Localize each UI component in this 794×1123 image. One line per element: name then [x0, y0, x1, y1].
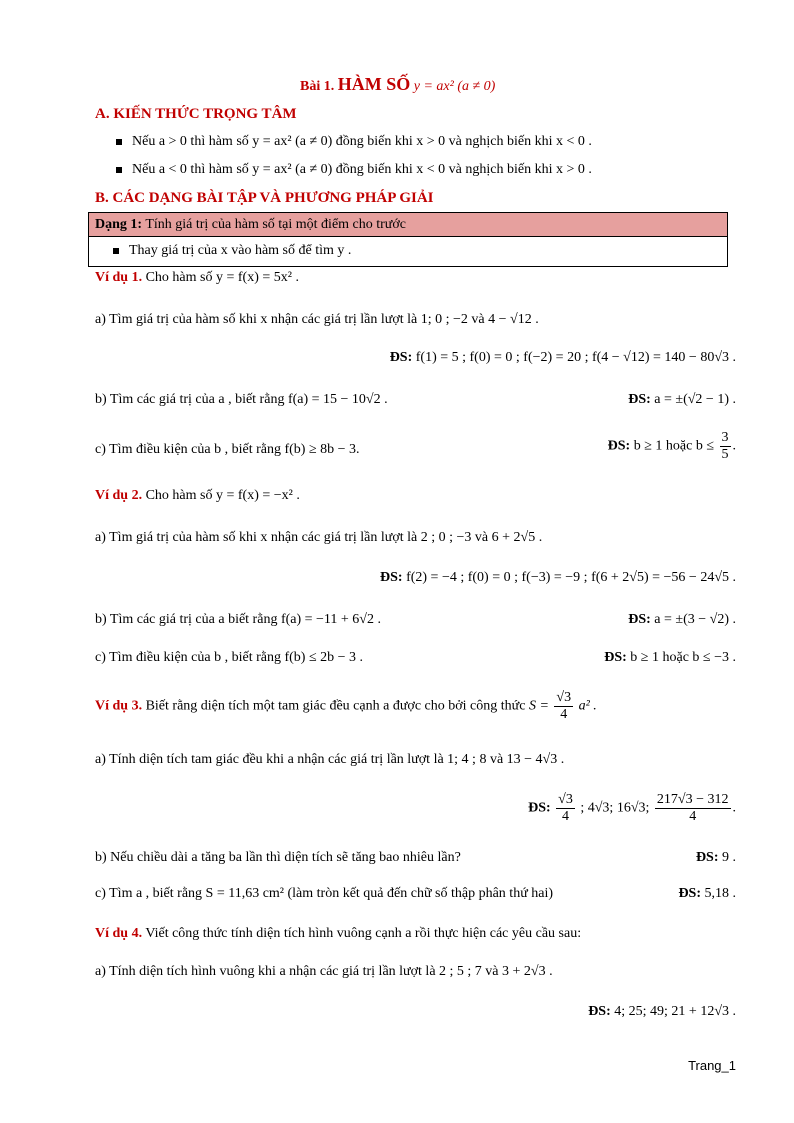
answer-label: ĐS:	[604, 650, 627, 665]
lesson-title	[300, 74, 495, 95]
title-main: HÀM SỐ	[337, 74, 411, 94]
example-1-part-a-answer	[390, 350, 736, 366]
example-1-intro	[95, 270, 299, 286]
formula-suffix: a² .	[578, 698, 597, 714]
title-prefix: Bài 1.	[300, 79, 335, 94]
example-1-part-c-answer: ĐS: b ≥ 1 hoặc b ≤ $\frac{3}{5}$ .	[607, 430, 736, 462]
example-2-part-b: b) Tìm các giá trị của a biết rằng f(a) = −11 + 6√2 .	[95, 612, 381, 627]
fraction-numerator: √3	[556, 690, 572, 705]
example-2-part-a: a) Tìm giá trị của hàm số khi x nhận các giá trị lần lượt là 2 ; 0 ; −3 và 6 + 2√5 .	[95, 530, 543, 545]
example-2-part-a-answer	[380, 570, 736, 586]
answer-text: a = ±(√2 − 1) .	[654, 392, 736, 407]
example-4-part-a-answer	[588, 1004, 736, 1020]
page-number: Trang_1	[688, 1058, 736, 1073]
example-3-label: Ví dụ 3.	[95, 698, 143, 714]
example-1-part-b-answer	[628, 392, 736, 408]
method-box	[88, 212, 728, 267]
example-4-label: Ví dụ 4.	[95, 926, 143, 941]
answer-label: ĐS:	[628, 392, 651, 407]
example-3-part-c: c) Tìm a , biết rằng S = 11,63 cm² (làm tròn kết quả đến chữ số thập phân thứ hai)	[95, 886, 554, 901]
method-box-body	[89, 237, 727, 266]
example-1-text: Cho hàm số y = f(x) = 5x² .	[145, 270, 299, 285]
example-1-part-c: c) Tìm điều kiện của b , biết rằng f(b) ≥ 8b − 3.	[95, 442, 360, 457]
answer-text: f(2) = −4 ; f(0) = 0 ; f(−3) = −9 ; f(6 + 2√5) = −56 − 24√5 .	[406, 570, 736, 585]
method-title: Tính giá trị của hàm số tại một điểm cho trước	[145, 217, 407, 232]
example-3-part-c-answer	[678, 886, 736, 902]
answer-text: f(1) = 5 ; f(0) = 0 ; f(−2) = 20 ; f(4 − √12) = 140 − 80√3 .	[415, 350, 736, 365]
example-2-intro	[95, 488, 300, 504]
method-label: Dạng 1:	[95, 217, 143, 232]
answer-label: ĐS:	[678, 886, 701, 901]
section-b-heading: B. CÁC DẠNG BÀI TẬP VÀ PHƯƠNG PHÁP GIẢI	[95, 190, 434, 206]
section-a-heading: A. KIẾN THỨC TRỌNG TÂM	[95, 106, 297, 122]
answer-text: 4; 25; 49; 21 + 12√3 .	[614, 1004, 736, 1019]
fraction-numerator: 217√3 − 312	[656, 792, 729, 807]
formula-fraction	[554, 690, 573, 723]
example-2-part-c-answer	[604, 650, 736, 666]
section-a-bullet-2	[116, 162, 592, 178]
answer-label: ĐS:	[528, 800, 551, 816]
example-3-intro	[95, 690, 597, 723]
bullet-square-icon	[116, 139, 122, 145]
answer-middle: ; 4√3; 16√3;	[580, 800, 650, 816]
example-3-part-a-answer: ĐS: $\frac{√3}{4}$ ; 4√3; 16√3; $\frac{217√3 - 312}{4}$ .	[528, 792, 736, 824]
bullet-square-icon	[113, 248, 119, 254]
example-2-text: Cho hàm số y = f(x) = −x² .	[145, 488, 300, 503]
answer-fraction	[720, 430, 731, 463]
example-1-label: Ví dụ 1.	[95, 270, 143, 285]
formula-prefix: S =	[528, 698, 549, 714]
answer-text: b ≥ 1 hoặc b ≤ −3 .	[630, 650, 736, 665]
example-3-part-b: b) Nếu chiều dài a tăng ba lần thì diện tích sẽ tăng bao nhiêu lần?	[95, 850, 461, 865]
bullet-square-icon	[116, 167, 122, 173]
answer-label: ĐS:	[628, 612, 651, 627]
example-2-part-c: c) Tìm điều kiện của b , biết rằng f(b) ≤ 2b − 3 .	[95, 650, 364, 665]
method-bullet: Thay giá trị của x vào hàm số để tìm y .	[129, 243, 352, 258]
bullet-text: Nếu a > 0 thì hàm số y = ax² (a ≠ 0) đồng biến khi x > 0 và nghịch biến khi x < 0 .	[132, 134, 592, 149]
example-4-part-a: a) Tính diện tích hình vuông khi a nhận các giá trị lần lượt là 2 ; 5 ; 7 và 3 + 2√3 .	[95, 964, 553, 979]
fraction-denominator: 4	[560, 707, 568, 722]
answer-fraction-1	[556, 792, 575, 825]
answer-text: a = ±(3 − √2) .	[654, 612, 736, 627]
method-box-header	[89, 213, 727, 237]
section-a-bullet-1	[116, 134, 592, 150]
example-3-part-a: a) Tính diện tích tam giác đều khi a nhận các giá trị lần lượt là 1; 4 ; 8 và 13 − 4√3 .	[95, 752, 565, 767]
fraction-denominator: 5	[721, 447, 729, 462]
answer-label: ĐS:	[588, 1004, 611, 1019]
title-formula: y = ax² (a ≠ 0)	[413, 79, 496, 94]
answer-text: 9 .	[722, 850, 736, 865]
example-2-part-b-answer	[628, 612, 736, 628]
example-3-part-b-answer	[696, 850, 736, 866]
answer-fraction-2	[655, 792, 731, 825]
example-4-text: Viết công thức tính diện tích hình vuông cạnh a rồi thực hiện các yêu cầu sau:	[145, 926, 582, 941]
answer-label: ĐS:	[389, 350, 413, 365]
example-4-intro	[95, 926, 581, 942]
answer-label: ĐS:	[695, 850, 719, 865]
answer-label: ĐS:	[380, 570, 403, 585]
answer-text: 5,18 .	[704, 886, 736, 901]
example-1-part-b: b) Tìm các giá trị của a , biết rằng f(a) = 15 − 10√2 .	[95, 392, 388, 407]
answer-label: ĐS:	[607, 438, 631, 454]
answer-text: b ≥ 1 hoặc b ≤	[633, 438, 714, 454]
example-2-label: Ví dụ 2.	[95, 488, 143, 503]
fraction-denominator: 4	[689, 809, 697, 824]
fraction-numerator: 3	[721, 430, 729, 445]
example-1-part-a: a) Tìm giá trị của hàm số khi x nhận các giá trị lần lượt là 1; 0 ; −2 và 4 − √12 .	[95, 312, 539, 327]
fraction-denominator: 4	[562, 809, 570, 824]
fraction-numerator: √3	[558, 792, 573, 807]
example-3-text: Biết rằng diện tích một tam giác đều cạnh a được cho bởi công thức	[145, 698, 526, 714]
bullet-text: Nếu a < 0 thì hàm số y = ax² (a ≠ 0) đồng biến khi x < 0 và nghịch biến khi x > 0 .	[132, 162, 592, 177]
